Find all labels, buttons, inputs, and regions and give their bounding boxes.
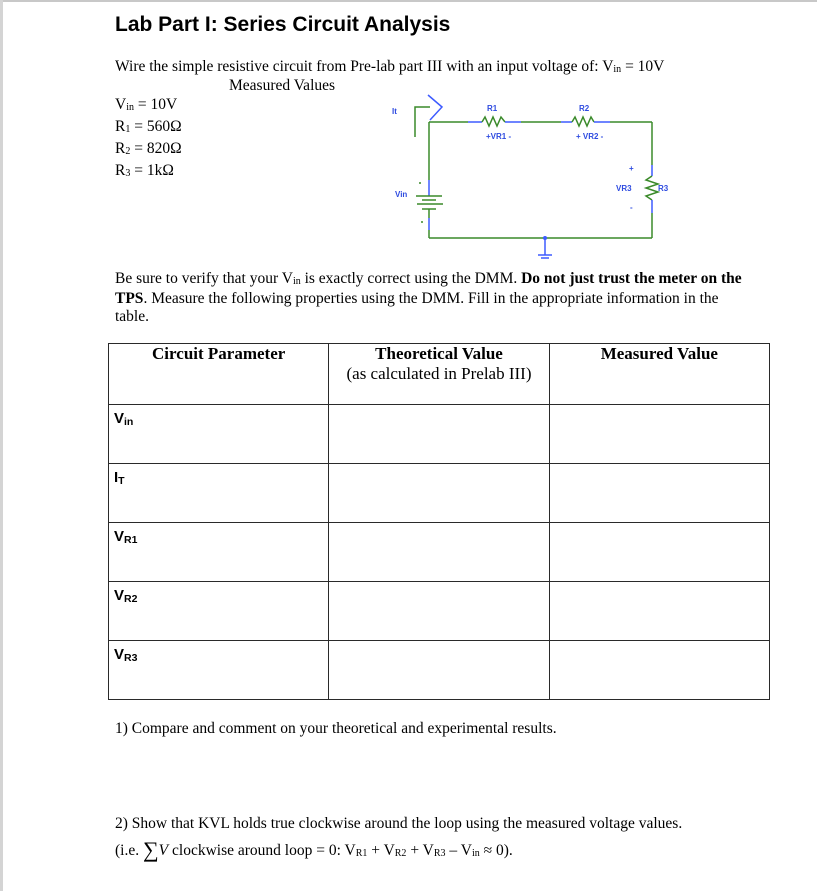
- symbol: R: [115, 118, 126, 135]
- symbol: V: [115, 96, 127, 113]
- q2-plus2: + V: [406, 842, 434, 859]
- page-left-border: [0, 0, 3, 891]
- resistor-r2-icon: [572, 117, 594, 126]
- measured-cell[interactable]: [549, 582, 769, 641]
- value: = 10V: [133, 96, 178, 113]
- measured-cell[interactable]: [549, 641, 769, 700]
- instructions-paragraph: [115, 270, 755, 326]
- q2-end: ≈ 0).: [479, 842, 513, 859]
- table-row: [109, 405, 770, 464]
- param-cell: [109, 464, 329, 523]
- q2-plus1: + V: [367, 842, 395, 859]
- q2-middle: clockwise around loop = 0: V: [168, 842, 356, 859]
- symbol: V: [114, 410, 125, 427]
- symbol: R: [115, 140, 126, 157]
- subscript: R3: [124, 652, 138, 664]
- value: = 1kΩ: [130, 162, 174, 179]
- param-it: [109, 464, 125, 486]
- given-values: [115, 95, 182, 183]
- value: = 820Ω: [130, 140, 182, 157]
- subscript: R1: [124, 534, 138, 546]
- param-vr1: [109, 523, 137, 545]
- table-row: [109, 641, 770, 700]
- resistor-r1-icon: [482, 117, 505, 126]
- question-2-line2: [115, 836, 682, 865]
- subscript: 3: [125, 168, 131, 179]
- label-vin: Vin: [395, 190, 408, 199]
- subscript: 1: [125, 124, 131, 135]
- subscript: in: [124, 416, 134, 428]
- param-cell: [109, 641, 329, 700]
- theoretical-cell[interactable]: [329, 641, 549, 700]
- theoretical-cell[interactable]: [329, 582, 549, 641]
- param-cell: [109, 405, 329, 464]
- measured-cell[interactable]: [549, 464, 769, 523]
- para-bold-warning: Do not just trust the meter on the TPS: [115, 270, 742, 307]
- label-vr3-plus: +: [629, 164, 634, 173]
- label-vr1: +VR1 -: [486, 132, 512, 141]
- measured-values-heading: Measured Values: [229, 77, 336, 94]
- para-part2: is exactly correct using the DMM.: [300, 270, 522, 287]
- label-r2: R2: [579, 104, 590, 113]
- question-2: [115, 812, 682, 865]
- q2-sub-in: in: [471, 848, 480, 859]
- intro-main: Wire the simple resistive circuit from Pre-lab part III with an input voltage of: V: [115, 58, 614, 75]
- table-row: [109, 464, 770, 523]
- page-title: Lab Part I: Series Circuit Analysis: [115, 13, 451, 36]
- q2-prefix: (i.e.: [115, 842, 143, 859]
- given-r1: [115, 117, 182, 139]
- subscript: in: [126, 102, 134, 113]
- theoretical-cell[interactable]: [329, 464, 549, 523]
- measured-cell[interactable]: [549, 523, 769, 582]
- header-theoretical-note: (as calculated in Prelab III): [346, 364, 532, 383]
- given-vin: [115, 95, 182, 117]
- para-part1: Be sure to verify that your V: [115, 270, 293, 287]
- subscript: R2: [124, 593, 138, 605]
- given-r3: [115, 161, 182, 183]
- sigma-icon: ∑: [142, 837, 159, 862]
- value: = 560Ω: [130, 118, 182, 135]
- intro-sub: in: [613, 64, 622, 75]
- given-r2: [115, 139, 182, 161]
- symbol: V: [114, 528, 125, 545]
- param-vr2: [109, 582, 137, 604]
- measured-cell[interactable]: [549, 405, 769, 464]
- param-vin: [109, 405, 133, 427]
- header-theoretical-title: Theoretical Value: [375, 344, 503, 363]
- intro-text: [115, 58, 664, 76]
- subscript: T: [118, 475, 125, 487]
- table-header-row: [109, 344, 770, 405]
- battery-icon: [416, 196, 443, 209]
- question-1: 1) Compare and comment on your theoretical and experimental results.: [115, 720, 557, 737]
- page-top-border: [0, 0, 817, 2]
- circuit-diagram: [380, 85, 680, 260]
- param-vr3: [109, 641, 137, 663]
- label-it: It: [392, 107, 397, 116]
- header-theoretical: [329, 344, 549, 405]
- table-row: [109, 582, 770, 641]
- symbol: R: [115, 162, 126, 179]
- para-sub: in: [292, 276, 301, 287]
- intro-value: = 10V: [621, 58, 665, 75]
- symbol: V: [114, 646, 125, 663]
- q2-minus: – V: [445, 842, 472, 859]
- results-table: [108, 343, 770, 700]
- symbol: I: [114, 469, 119, 486]
- table-row: [109, 523, 770, 582]
- header-measured: Measured Value: [549, 344, 769, 405]
- q2-sub-r2: R2: [394, 848, 407, 859]
- resistor-r3-icon: [646, 176, 658, 200]
- question-2-line1: 2) Show that KVL holds true clockwise around the loop using the measured voltage values.: [115, 815, 683, 832]
- theoretical-cell[interactable]: [329, 405, 549, 464]
- q2-sub-r3: R3: [433, 848, 446, 859]
- label-vr3-minus: -: [630, 203, 633, 212]
- header-parameter: Circuit Parameter: [109, 344, 329, 405]
- para-part3: . Measure the following properties using the DMM. Fill in the appropriate information in the table.: [115, 290, 719, 325]
- q2-v: V: [158, 842, 169, 859]
- ground-icon: [538, 238, 552, 258]
- label-vr3: VR3: [616, 184, 632, 193]
- q2-sub-r1: R1: [355, 848, 368, 859]
- subscript: 2: [125, 146, 131, 157]
- label-r1: R1: [487, 104, 498, 113]
- label-vr2: + VR2 -: [576, 132, 604, 141]
- theoretical-cell[interactable]: [329, 523, 549, 582]
- label-r3: R3: [658, 184, 669, 193]
- param-cell: [109, 582, 329, 641]
- param-cell: [109, 523, 329, 582]
- symbol: V: [114, 587, 125, 604]
